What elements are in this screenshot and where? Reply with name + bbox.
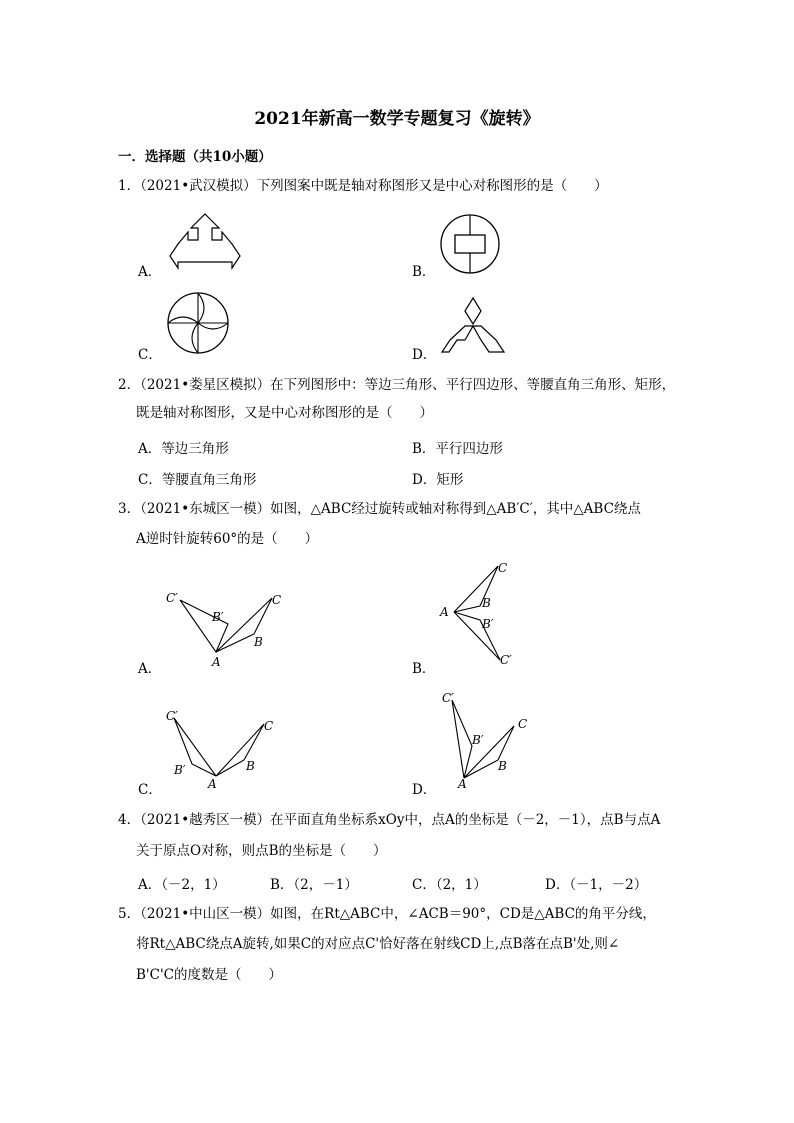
q1-option-d-figure xyxy=(440,296,506,354)
question-1-stem: 1．（2021•武汉模拟）下列图案中既是轴对称图形又是中心对称图形的是（ ） xyxy=(118,178,608,194)
q3c-label-b: B xyxy=(246,759,255,773)
q3a-label-c1: C′ xyxy=(166,591,178,605)
question-2-stem-line1: 2．（2021•娄星区模拟）在下列图形中：等边三角形、平行四边形、等腰直角三角形、矩形， xyxy=(118,377,676,393)
q1-option-b-label[interactable]: B． xyxy=(412,264,436,280)
q4-option-a[interactable]: A．（－2，1） xyxy=(138,877,226,893)
q1-option-a-figure xyxy=(160,210,250,272)
q3b-label-c1: C′ xyxy=(500,653,512,667)
q4-option-c[interactable]: C．（2，1） xyxy=(412,877,487,893)
q1-option-b-figure xyxy=(438,212,502,276)
q3-option-b-figure xyxy=(438,560,528,670)
q3d-label-a: A xyxy=(458,777,467,790)
q2-option-b[interactable]: B．平行四边形 xyxy=(412,441,503,457)
q3c-label-c1: C′ xyxy=(166,709,178,723)
question-5-stem-line1: 5．（2021•中山区一模）如图，在Rt△ABC中，∠ACB＝90°，CD是△ABC的角平分线， xyxy=(118,906,656,922)
q3-option-c-figure xyxy=(160,704,290,790)
q2-option-d[interactable]: D．矩形 xyxy=(412,472,464,488)
question-5-stem-line2: 将Rt△ABC绕点A旋转,如果C的对应点C'恰好落在射线CD上,点B落在点B'处,则∠ xyxy=(136,936,620,952)
section-heading: 一．选择题（共10小题） xyxy=(118,149,272,165)
q3a-label-a: A xyxy=(212,655,221,669)
question-3-stem-line2: A逆时针旋转60°的是（ ） xyxy=(136,531,319,547)
q3d-label-b1: B′ xyxy=(472,733,484,747)
q3-option-d-figure xyxy=(438,686,538,790)
q1-option-d-label[interactable]: D． xyxy=(412,347,437,363)
page-title: 2021年新高一数学专题复习《旋转》 xyxy=(254,109,540,129)
q3-option-a-label[interactable]: A． xyxy=(138,661,162,677)
question-4-stem-line2: 关于原点O对称，则点B的坐标是（ ） xyxy=(136,843,387,859)
q4-option-b[interactable]: B．（2，－1） xyxy=(270,877,358,893)
q2-option-c[interactable]: C．等腰直角三角形 xyxy=(138,472,257,488)
q3-option-d-label[interactable]: D． xyxy=(412,782,437,798)
q3a-label-b: B xyxy=(254,635,263,649)
q3d-label-b: B xyxy=(498,759,507,773)
q1-option-c-figure xyxy=(164,290,232,356)
question-4-stem-line1: 4．（2021•越秀区一模）在平面直角坐标系xOy中，点A的坐标是（－2，－1），点B与点A xyxy=(118,812,661,828)
q3a-label-c: C xyxy=(272,593,282,607)
question-2-stem-line2: 既是轴对称图形，又是中心对称图形的是（ ） xyxy=(136,405,433,421)
q3d-label-c: C xyxy=(518,717,528,731)
q3c-label-a: A xyxy=(208,777,217,790)
q3d-label-c1: C′ xyxy=(442,691,454,705)
q3b-label-c: C xyxy=(498,561,508,575)
q3-option-c-label[interactable]: C． xyxy=(138,782,162,798)
q2-option-a[interactable]: A．等边三角形 xyxy=(138,441,229,457)
q3b-label-a: A xyxy=(440,605,449,619)
q3a-label-b1: B′ xyxy=(212,610,224,624)
q3-option-b-label[interactable]: B． xyxy=(412,661,436,677)
q3b-label-b1: B′ xyxy=(482,617,494,631)
question-3-stem-line1: 3．（2021•东城区一模）如图，△ABC经过旋转或轴对称得到△AB′C′，其中△ABC绕点 xyxy=(118,501,641,517)
q3c-label-c: C xyxy=(264,719,274,733)
q1-option-a-label[interactable]: A． xyxy=(138,264,162,280)
q4-option-d[interactable]: D．（－1，－2） xyxy=(545,877,648,893)
q3-option-a-figure xyxy=(160,588,290,670)
q3b-label-b: B xyxy=(482,596,491,610)
q1-option-c-label[interactable]: C． xyxy=(138,347,162,363)
q3c-label-b1: B′ xyxy=(174,763,186,777)
question-5-stem-line3: B'C'C的度数是（ ） xyxy=(136,967,283,983)
